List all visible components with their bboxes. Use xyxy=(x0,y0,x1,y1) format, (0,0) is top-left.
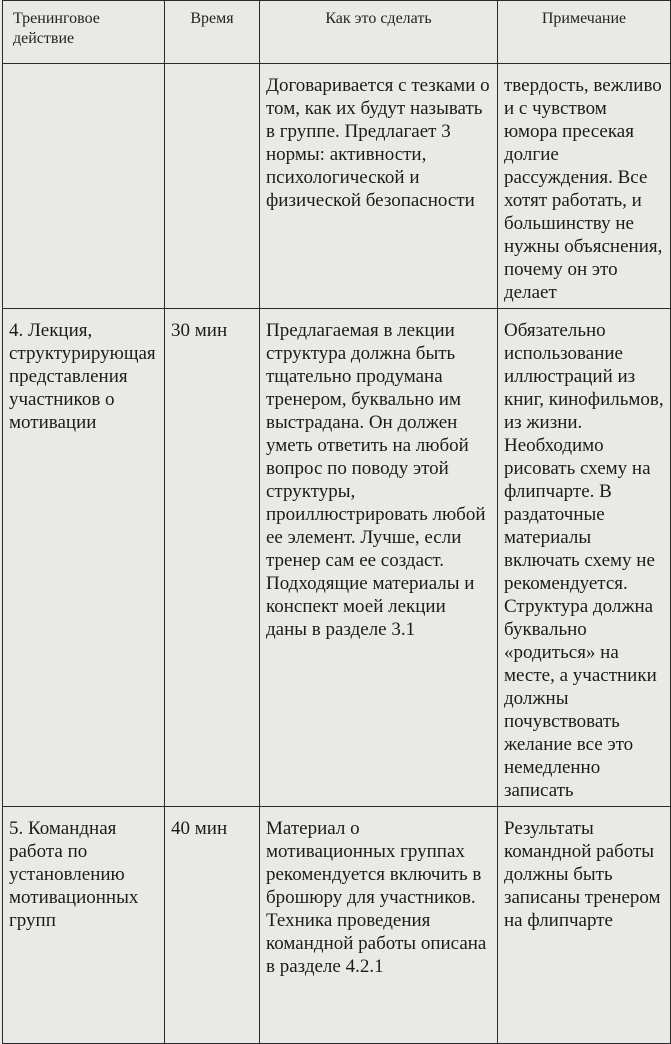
header-action: Тренинговое действие xyxy=(3,1,165,64)
cell-how: Материал о мотивационных группах рекомендуется включить в брошюру для участников. Техника проведения командной работы описана в разделе 4.2.1 xyxy=(260,807,498,1044)
cell-how: Договаривается с тезками о том, как их будут называть в группе. Предлагает 3 нормы: активности, психологической и физической безопасности xyxy=(260,64,498,309)
cell-time: 30 мин xyxy=(165,309,260,807)
cell-time xyxy=(165,64,260,309)
training-table xyxy=(2,0,671,1044)
cell-note: Результаты командной работы должны быть записаны тренером на флипчарте xyxy=(498,807,671,1044)
cell-action: 5. Командная работа по установлению мотивационных групп xyxy=(3,807,165,1044)
table-row xyxy=(3,807,671,1044)
header-how: Как это сделать xyxy=(260,1,498,64)
table-row xyxy=(3,309,671,807)
cell-action xyxy=(3,64,165,309)
table-row xyxy=(3,64,671,309)
cell-note: твердость, вежливо и с чувством юмора пресекая долгие рассуждения. Все хотят работать, и большинству не нужны объяснения, почему он это делает xyxy=(498,64,671,309)
cell-note: Обязательно использование иллюстраций из книг, кинофильмов, из жизни. Необходимо рисовать схему на флипчарте. В раздаточные материалы включать схему не рекомендуется. Структура должна буквально «родиться» на месте, а участники должны почувствовать желание все это немедленно записать xyxy=(498,309,671,807)
cell-action: 4. Лекция, структурирующая представления участников о мотивации xyxy=(3,309,165,807)
cell-time: 40 мин xyxy=(165,807,260,1044)
cell-how: Предлагаемая в лекции структура должна быть тщательно продумана тренером, буквально им выстрадана. Он должен уметь ответить на любой вопрос по поводу этой структуры, проиллюстрировать любой ее элемент. Лучше, если тренер сам ее создаст. Подходящие материалы и конспект моей лекции даны в разделе 3.1 xyxy=(260,309,498,807)
header-note: Примечание xyxy=(498,1,671,64)
header-time: Время xyxy=(165,1,260,64)
table-header-row xyxy=(3,1,671,64)
